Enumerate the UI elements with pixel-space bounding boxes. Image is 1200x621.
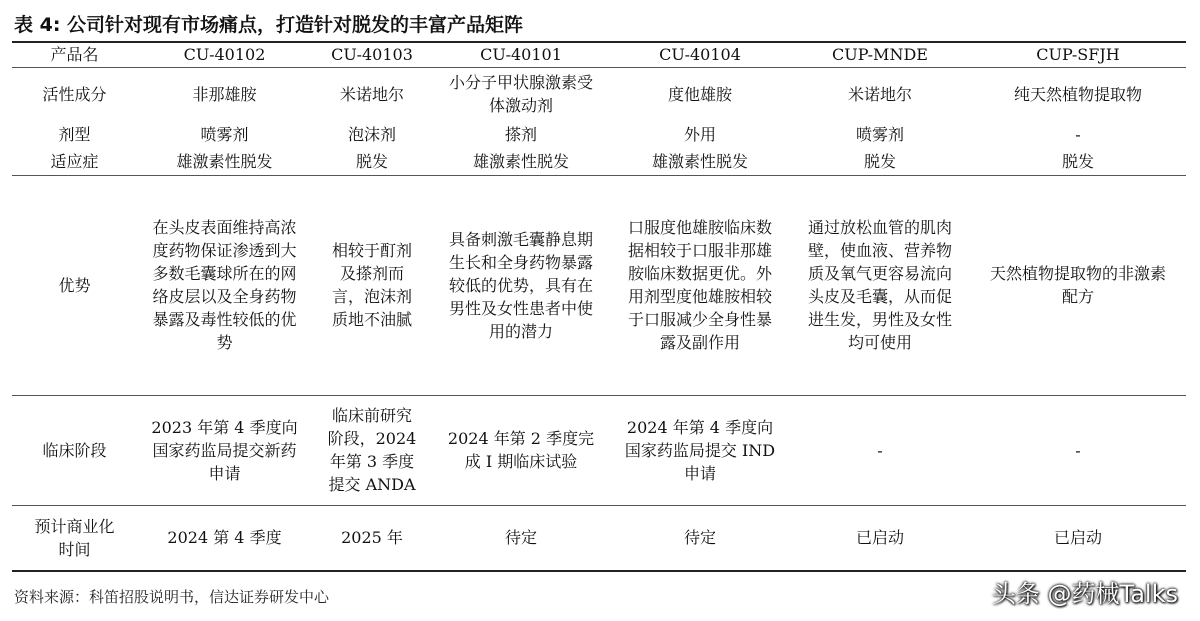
table-cell: 米诺地尔 <box>847 84 912 104</box>
table-cell: 小分子甲状腺激素受体激动剂 <box>448 73 593 116</box>
table-cell: 脱发 <box>355 151 388 171</box>
product-matrix-table <box>12 41 1186 572</box>
row-label: 临床阶段 <box>42 440 107 460</box>
table-title: 表 4: 公司针对现有市场痛点，打造针对脱发的丰富产品矩阵 <box>14 14 524 36</box>
table-cell: 待定 <box>504 528 537 548</box>
table-cell: 2024 年第 4 季度向国家药监局提交 IND 申请 <box>624 417 776 483</box>
table-cell: 已启动 <box>855 528 904 548</box>
table-cell: 泡沫剂 <box>347 125 396 144</box>
row-label: 优势 <box>58 275 91 295</box>
table-cell: 具备刺激毛囊静息期生长和全身药物暴露较低的优势，具有在男性及女性患者中使用的潜力 <box>448 229 593 341</box>
column-header: CU-40103 <box>331 45 413 65</box>
column-header: CUP-MNDE <box>832 45 928 65</box>
table-cell: 通过放松血管的肌肉壁，使血液、营养物质及氧气更容易流向头皮及毛囊，从而促进生发，男性及女性均可使用 <box>807 218 952 352</box>
table-cell: - <box>877 440 883 460</box>
table-cell: 2024 第 4 季度 <box>167 528 282 548</box>
row-label: 预计商业化时间 <box>34 516 115 559</box>
table-cell: 喷雾剂 <box>200 125 249 144</box>
table-row <box>12 505 1186 571</box>
table-row <box>12 121 1186 148</box>
table-cell: 待定 <box>683 528 716 548</box>
table-cell: 脱发 <box>1061 151 1094 171</box>
watermark: 头条 @药械Talks <box>991 580 1178 608</box>
table-cell: 2023 年第 4 季度向国家药监局提交新药申请 <box>151 417 298 483</box>
table-cell: 雄激素性脱发 <box>176 151 273 171</box>
table-cell: 脱发 <box>863 151 896 171</box>
column-header: CU-40102 <box>183 45 266 65</box>
table-cell: 2025 年 <box>341 528 403 548</box>
row-label: 活性成分 <box>42 84 107 104</box>
table-cell: 纯天然植物提取物 <box>1013 84 1142 104</box>
table-cell: 米诺地尔 <box>339 84 404 104</box>
table-row <box>12 395 1186 505</box>
table-cell: 临床前研究阶段，2024 年第 3 季度提交 ANDA <box>327 406 417 494</box>
table-cell: 搽剂 <box>504 125 537 144</box>
table-cell: 天然植物提取物的非激素配方 <box>989 264 1166 306</box>
table-cell: - <box>1075 125 1081 144</box>
table-cell: 雄激素性脱发 <box>651 151 748 171</box>
source-note: 资料来源：科笛招股说明书，信达证券研发中心 <box>14 588 330 606</box>
table-cell: 度他雄胺 <box>667 84 732 104</box>
table-cell: 非那雄胺 <box>192 84 257 104</box>
table-cell: 雄激素性脱发 <box>472 151 569 171</box>
row-label: 剂型 <box>58 125 91 144</box>
table-cell: - <box>1075 440 1081 460</box>
header-row <box>12 42 1186 67</box>
row-label: 适应症 <box>50 151 99 171</box>
column-header: CUP-SFJH <box>1036 45 1120 65</box>
table-cell: 喷雾剂 <box>855 125 904 144</box>
table-row <box>12 175 1186 395</box>
column-header: CU-40101 <box>480 45 562 65</box>
column-header: CU-40104 <box>659 45 741 65</box>
table-cell: 在头皮表面维持高浓度药物保证渗透到大多数毛囊球所在的网络皮层以及全身药物暴露及毒性较低的优势 <box>152 218 297 352</box>
table-cell: 已启动 <box>1053 528 1102 548</box>
table-cell: 2024 年第 2 季度完成 I 期临床试验 <box>447 429 595 471</box>
table-row <box>12 67 1186 121</box>
column-header: 产品名 <box>50 45 99 65</box>
table-cell: 口服度他雄胺临床数据相较于口服非那雄胺临床数据更优。外用剂型度他雄胺相较于口服减少全身性暴露及副作用 <box>627 218 772 352</box>
table-row <box>12 148 1186 175</box>
table-cell: 外用 <box>683 125 716 144</box>
table-cell: 相较于酊剂及搽剂而言，泡沫剂质地不油腻 <box>331 241 412 329</box>
